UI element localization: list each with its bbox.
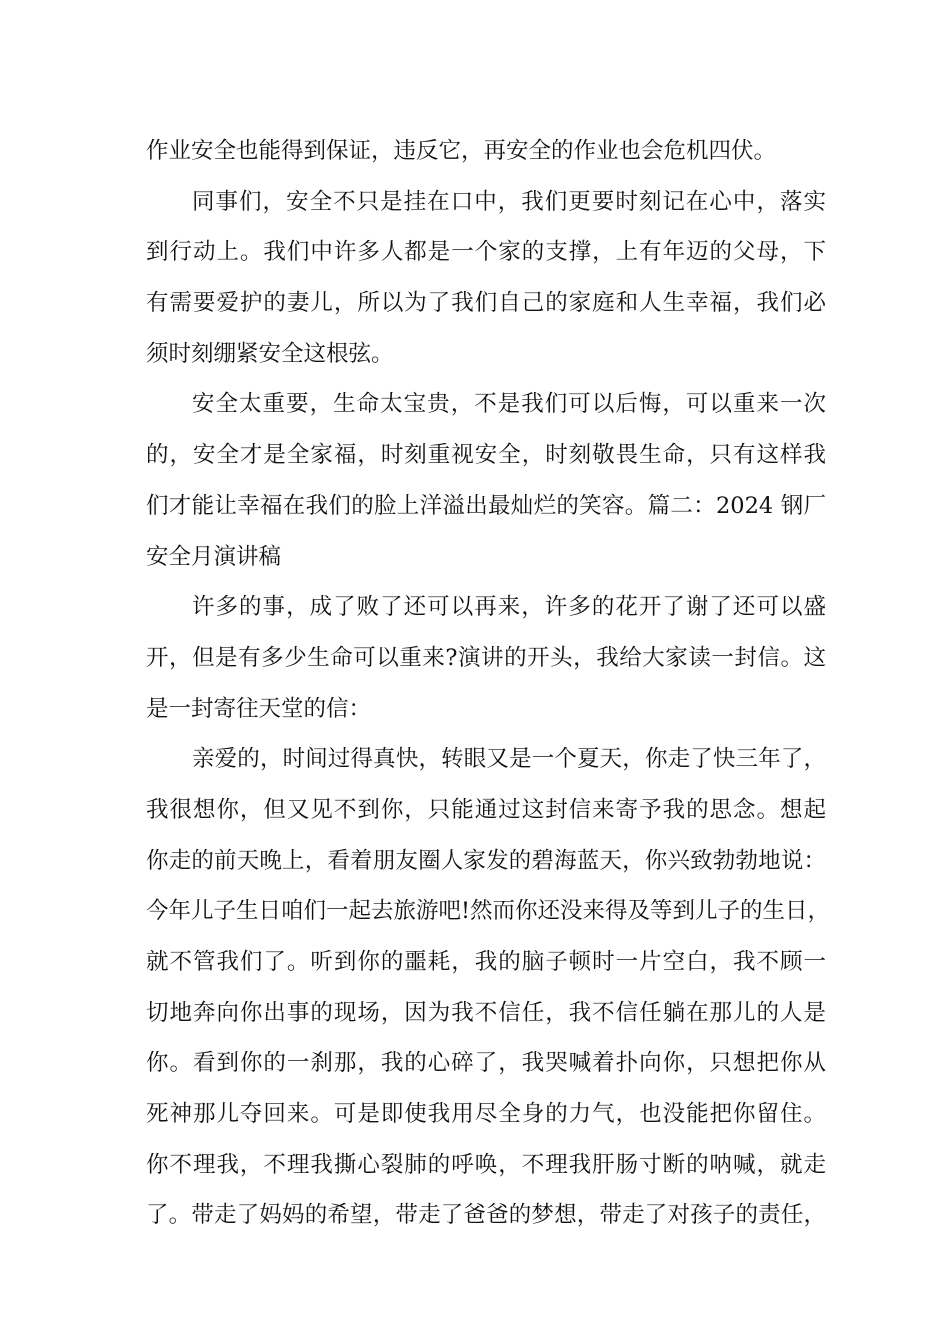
text-line: 你不理我，不理我撕心裂肺的呼唤，不理我肝肠寸断的呐喊，就走	[146, 1151, 826, 1178]
text-line: 作业安全也能得到保证，违反它，再安全的作业也会危机四伏。	[146, 138, 777, 164]
text-line: 须时刻绷紧安全这根弦。	[146, 340, 394, 367]
body-text	[146, 126, 831, 1241]
text-line: 我很想你，但又见不到你，只能通过这封信来寄予我的思念。想起	[146, 796, 826, 823]
text-line: 到行动上。我们中许多人都是一个家的支撑，上有年迈的父母，下	[146, 239, 826, 266]
text-line: 你走的前天晚上，看着朋友圈人家发的碧海蓝天，你兴致勃勃地说：	[146, 847, 826, 874]
text-line: 就不管我们了。听到你的噩耗，我的脑子顿时一片空白，我不顾一	[146, 949, 826, 975]
text-line: 你。看到你的一刹那，我的心碎了，我哭喊着扑向你，只想把你从	[146, 1050, 826, 1077]
text-line: 的，安全才是全家福，时刻重视安全，时刻敬畏生命，只有这样我	[146, 442, 826, 469]
paragraph-first-line: 安全太重要，生命太宝贵，不是我们可以后悔，可以重来一次	[192, 391, 826, 418]
text-line: 是一封寄往天堂的信：	[146, 695, 372, 722]
text-line: 死神那儿夺回来。可是即使我用尽全身的力气，也没能把你留住。	[146, 1101, 826, 1128]
paragraph-first-line: 同事们，安全不只是挂在口中，我们更要时刻记在心中，落实	[192, 188, 826, 215]
text-line: 有需要爱护的妻儿，所以为了我们自己的家庭和人生幸福，我们必	[146, 290, 826, 317]
text-line: 们才能让幸福在我们的脸上洋溢出最灿烂的笑容。篇二：2024 钢厂	[146, 492, 826, 519]
text-line: 切地奔向你出事的现场，因为我不信任，我不信任躺在那儿的人是	[146, 999, 826, 1026]
paragraph-first-line: 许多的事，成了败了还可以再来，许多的花开了谢了还可以盛	[192, 594, 826, 621]
text-line: 开，但是有多少生命可以重来?演讲的开头，我给大家读一封信。这	[146, 644, 826, 671]
text-line: 今年儿子生日咱们一起去旅游吧!然而你还没来得及等到儿子的生日，	[146, 898, 831, 925]
text-line: 了。带走了妈妈的希望，带走了爸爸的梦想，带走了对孩子的责任，	[146, 1202, 826, 1229]
paragraph-first-line: 亲爱的，时间过得真快，转眼又是一个夏天，你走了快三年了，	[192, 746, 826, 773]
text-line: 安全月演讲稿	[146, 543, 282, 570]
